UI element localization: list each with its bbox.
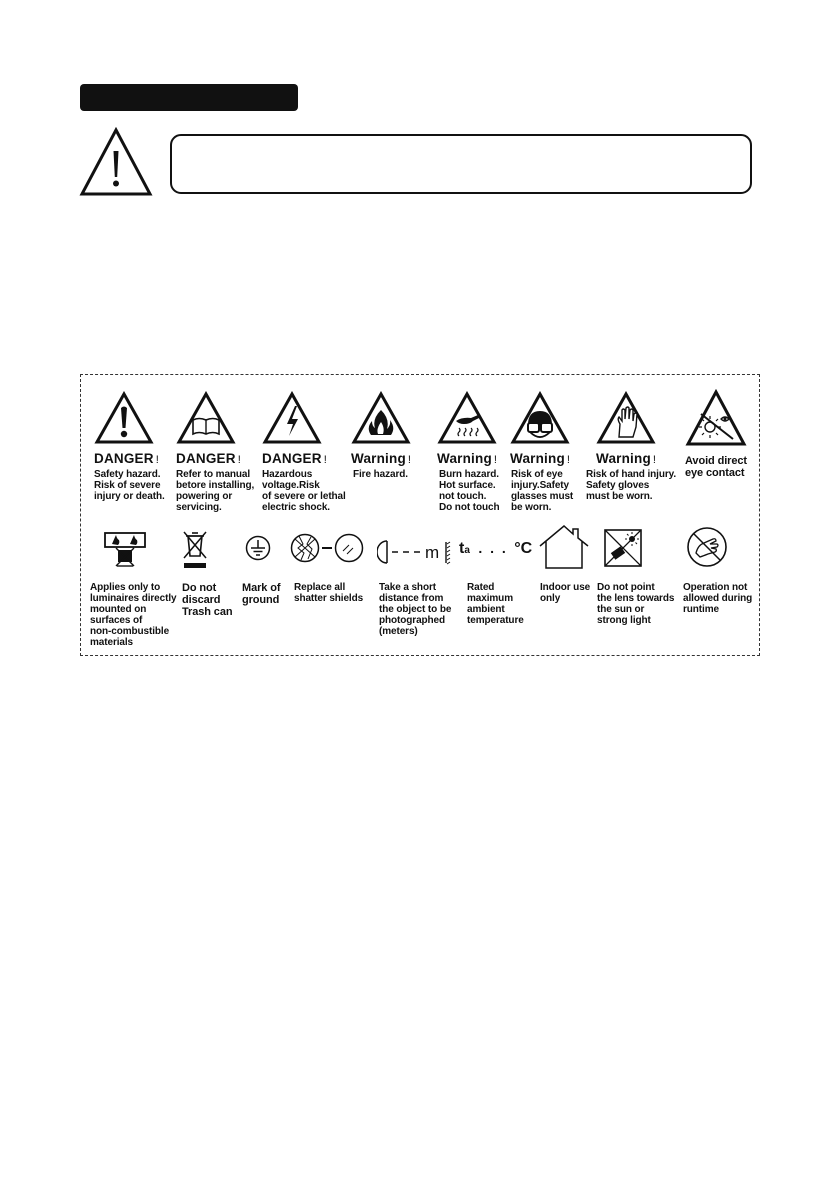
safety-gloves-icon (596, 391, 656, 445)
hazard-description: Avoid direct eye contact (685, 455, 747, 479)
hazard-description: Refer to manual betore installing, powering or servicing. (176, 469, 255, 513)
hazard-title: Warning ! (596, 451, 657, 466)
high-voltage-icon (262, 391, 322, 445)
symbol-description: Operation not allowed during runtime (683, 582, 753, 615)
symbol-description: Indoor use only (540, 582, 591, 604)
shatter-shield-icon (290, 532, 370, 564)
hazard-title: DANGER ! (262, 451, 327, 466)
exclamation-icon (94, 391, 154, 445)
warning-triangle-icon (79, 127, 153, 197)
hazard-description: Risk of hand injury. Safety gloves must be worn. (586, 469, 677, 502)
hazard-description: Fire hazard. (353, 469, 408, 480)
notice-box (170, 134, 752, 194)
no-sun-lens-icon (604, 527, 644, 569)
indoor-house-icon (538, 524, 590, 570)
symbol-description: Do not discard Trash can (182, 582, 233, 618)
symbol-description: Mark of ground (242, 582, 281, 606)
hazard-title: Warning ! (510, 451, 571, 466)
symbol-description: Applies only to luminaires directly mounted on surfaces of non-combustible materials (90, 582, 177, 648)
crossed-bin-icon (182, 530, 208, 570)
fire-icon (351, 391, 411, 445)
symbol-description: Do not point the lens towards the sun or strong light (597, 582, 675, 626)
hazard-description: Burn hazard. Hot surface. not touch. Do not touch (439, 469, 500, 513)
symbol-description: Rated maximum ambient temperature (467, 582, 524, 626)
no-eye-contact-icon (685, 389, 747, 447)
ambient-temperature-icon: ta . . . °C (459, 540, 533, 557)
no-hand-operation-icon (686, 526, 728, 568)
safety-glasses-icon (510, 391, 570, 445)
distance-unit-label: m (425, 543, 440, 562)
ground-icon (245, 535, 271, 561)
manual-book-icon (176, 391, 236, 445)
hazard-title: DANGER ! (94, 451, 159, 466)
hazard-description: Hazardous voltage.Risk of severe or lethal electric shock. (262, 469, 346, 513)
hot-surface-icon (437, 391, 497, 445)
hazard-title: Warning ! (351, 451, 412, 466)
symbol-description: Take a short distance from the object to be photographed (meters) (379, 582, 452, 637)
section-header-bar (80, 84, 298, 111)
hazard-title: Warning ! (437, 451, 498, 466)
hazard-description: Risk of eye injury.Safety glasses must be worn. (511, 469, 574, 513)
non-combustible-mount-icon (104, 530, 146, 570)
hazard-description: Safety hazard. Risk of severe injury or death. (94, 469, 165, 502)
hazard-title: DANGER ! (176, 451, 241, 466)
symbol-description: Replace all shatter shields (294, 582, 364, 604)
